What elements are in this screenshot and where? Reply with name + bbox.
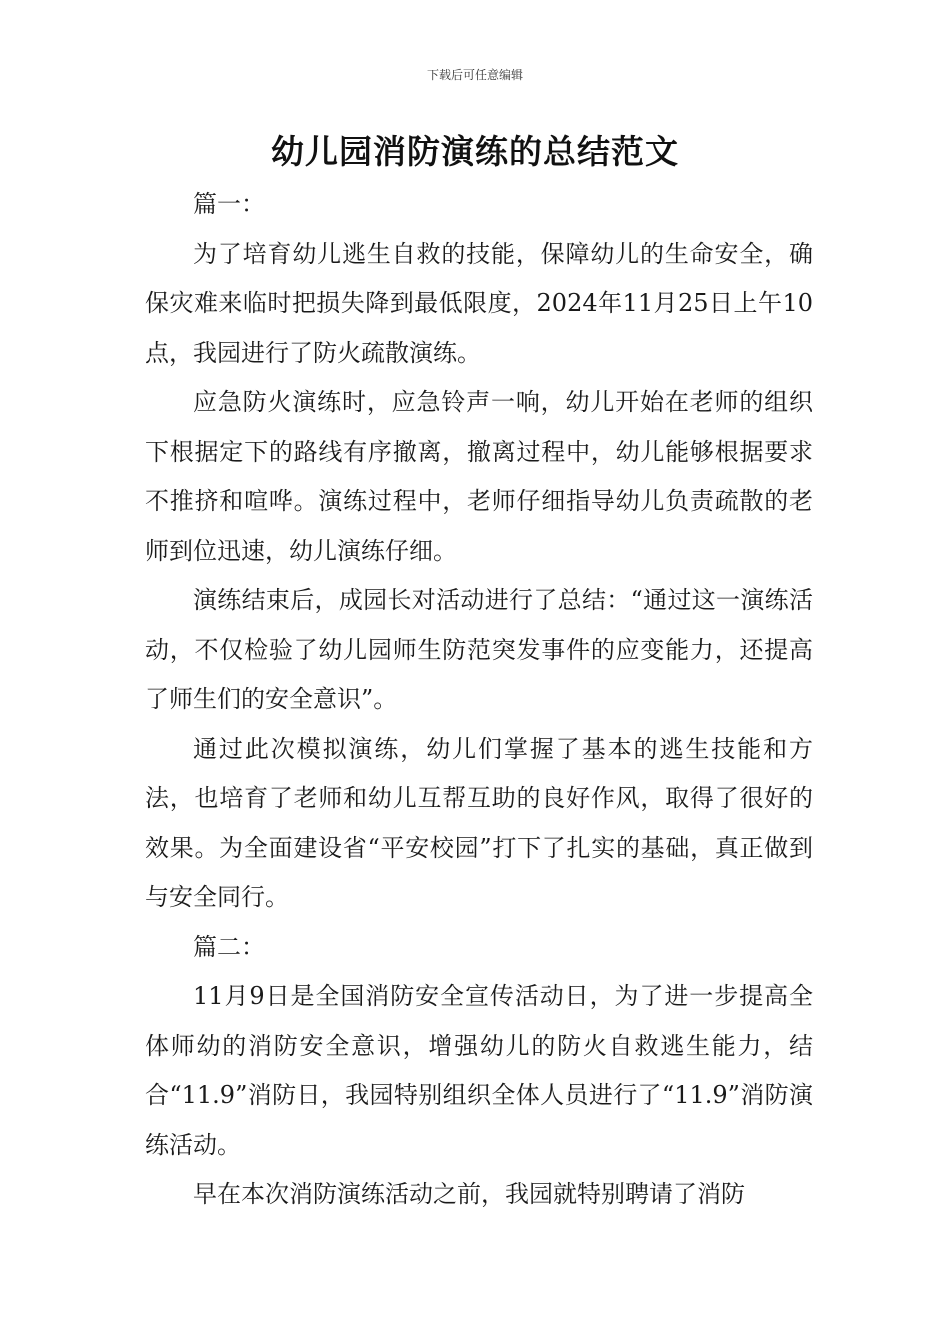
section-heading-2: 篇二：: [193, 932, 265, 961]
section-heading-1: 篇一：: [193, 190, 265, 218]
paragraph: 为了培育幼儿逃生自救的技能，保障幼儿的生命安全，确保灾难来临时把损失降到最低限度，2024年11月25日上午10点，我园进行了防火疏散演练。: [145, 239, 813, 367]
header-note: 下载后可任意编辑: [426, 68, 523, 82]
paragraph: 通过此次模拟演练，幼儿们掌握了基本的逃生技能和方法，也培育了老师和幼儿互帮互助的良好作风，取得了很好的效果。为全面建设省“平安校园”打下了扎实的基础，真正做到与安全同行。: [145, 734, 813, 911]
document-title: 幼儿园消防演练的总结范文: [271, 132, 679, 171]
paragraph: 11月9日是全国消防安全宣传活动日，为了进一步提高全体师幼的消防安全意识，增强幼儿的防火自救逃生能力，结合“11.9”消防日，我园特别组织全体人员进行了“11.9”消防演练活动。: [145, 982, 813, 1159]
paragraph: 演练结束后，成园长对活动进行了总结：“通过这一演练活动，不仅检验了幼儿园师生防范突发事件的应变能力，还提高了师生们的安全意识”。: [145, 586, 813, 713]
document-body: [145, 180, 813, 1220]
paragraph: 早在本次消防演练活动之前，我园就特别聘请了消防: [193, 1180, 745, 1208]
paragraph: 应急防火演练时，应急铃声一响，幼儿开始在老师的组织下根据定下的路线有序撤离，撤离过程中，幼儿能够根据要求不推挤和喧哗。演练过程中，老师仔细指导幼儿负责疏散的老师到位迅速，幼儿演练仔细。: [145, 388, 813, 565]
